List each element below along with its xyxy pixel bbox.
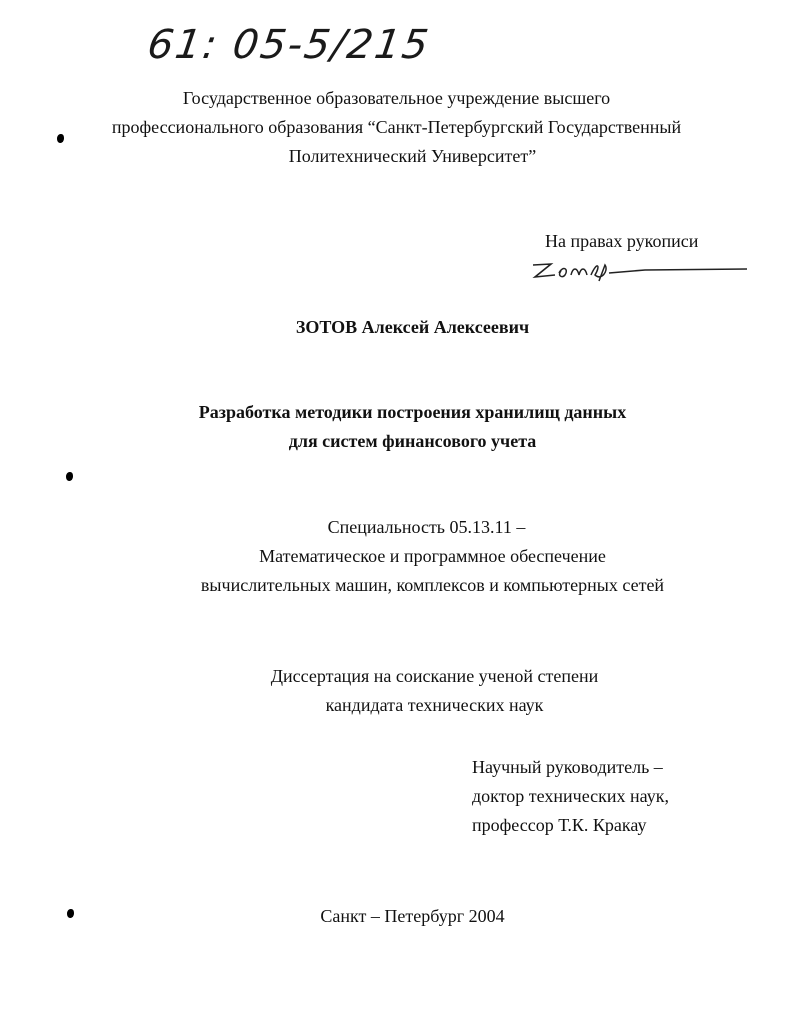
specialty-line-1: Специальность 05.13.11 –: [327, 517, 526, 537]
margin-mark-2: [66, 472, 73, 481]
advisor-line-2: доктор технических наук,: [472, 786, 669, 806]
place-and-year: Санкт – Петербург 2004: [320, 906, 505, 926]
institution-line-2: профессионального образования “Санкт-Петербургский Государственный: [111, 117, 682, 137]
advisor-line-1: Научный руководитель –: [472, 757, 663, 777]
author-name: ЗОТОВ Алексей Алексеевич: [295, 317, 530, 337]
institution-line-1: Государственное образовательное учреждение высшего: [182, 88, 611, 108]
specialty-line-2: Математическое и программное обеспечение: [259, 546, 606, 566]
degree-line-1: Диссертация на соискание ученой степени: [270, 666, 599, 686]
advisor-line-3: профессор Т.К. Кракау: [472, 815, 647, 835]
specialty-line-3: вычислительных машин, комплексов и компьютерных сетей: [200, 575, 665, 595]
institution-line-3: Политехнический Университет”: [288, 146, 537, 166]
dissertation-title-line-1: Разработка методики построения хранилищ данных: [198, 402, 627, 422]
manuscript-rights-label: На правах рукописи: [545, 231, 699, 251]
dissertation-title-line-2: для систем финансового учета: [288, 431, 537, 451]
handwritten-archive-code: 61: 05-5/215: [144, 22, 433, 68]
signature: [525, 255, 750, 285]
degree-line-2: кандидата технических наук: [325, 695, 544, 715]
